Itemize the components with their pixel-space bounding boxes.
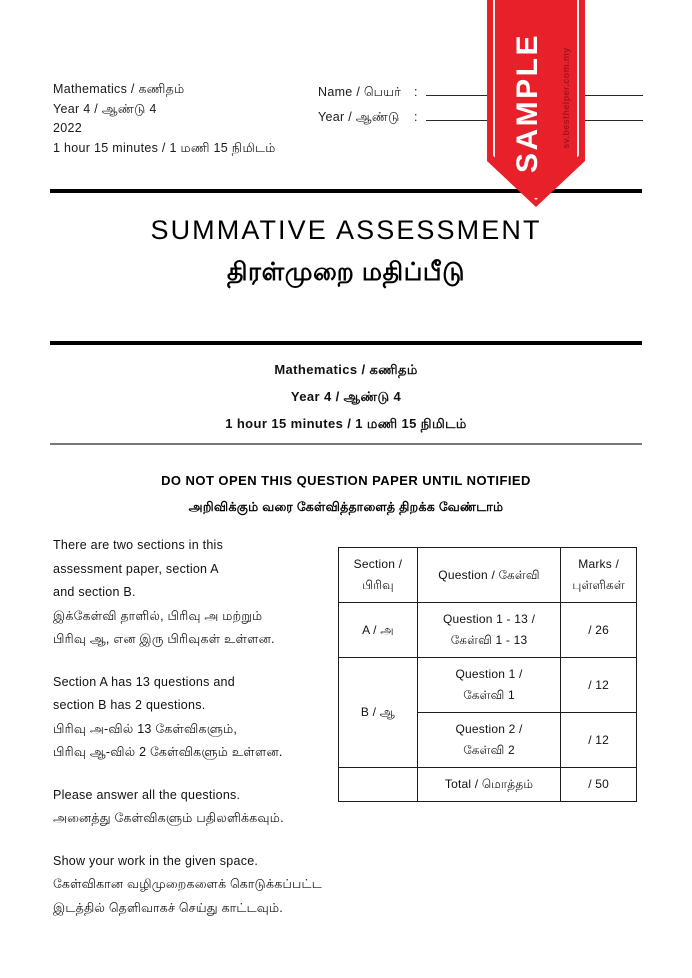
sample-ribbon-watermark-url: sv.besthelper.com.my: [561, 46, 571, 149]
header-cell-section: [339, 548, 418, 603]
subject-summary-year: Year 4 / ஆண்டு 4: [290, 389, 402, 404]
candidate-fields: [318, 80, 643, 130]
cell-question-b1-english: Question 1 /: [455, 667, 523, 681]
year-field-row: [318, 105, 643, 130]
instruction-line: அனைத்து கேள்விகளும் பதிலளிக்கவும்.: [53, 811, 284, 825]
cell-marks-b2[interactable]: / 12: [561, 713, 637, 768]
cell-marks-a[interactable]: / 26: [561, 603, 637, 658]
cell-total-marks[interactable]: / 50: [561, 768, 637, 802]
instruction-line: section B has 2 questions.: [53, 698, 206, 712]
header-section-english: Section /: [353, 557, 403, 571]
header-section-tamil: பிரிவு: [362, 578, 394, 592]
meta-line-year: Year 4 / ஆண்டு 4: [53, 101, 157, 116]
cell-question-a-english: Question 1 - 13 /: [442, 612, 536, 626]
instruction-line: இக்கேள்வி தாளில், பிரிவு அ மற்றும்: [53, 608, 263, 623]
instruction-line: Section A has 13 questions and: [53, 674, 235, 689]
name-field-colon: :: [414, 85, 418, 99]
instruction-line: பிரிவு ஆ-வில் 2 கேள்விகளும் உள்ளன.: [53, 745, 283, 759]
table-row: [339, 603, 637, 658]
page-title: [0, 215, 692, 290]
cell-total-section-empty: [339, 768, 418, 802]
subject-summary-subject: Mathematics / கணிதம்: [274, 362, 418, 377]
sample-ribbon: [487, 0, 585, 207]
table-row: [339, 658, 637, 713]
meta-line-session-year: 2022: [53, 121, 83, 135]
instruction-paragraph: [53, 784, 318, 831]
notice-tamil: அறிவிக்கும் வரை கேள்வித்தாளைத் திறக்க வேண்டாம்: [188, 500, 504, 514]
cell-question-b1-tamil: கேள்வி 1: [463, 688, 515, 702]
instruction-line: பிரிவு அ-வில் 13 கேள்விகளும்,: [53, 721, 238, 736]
page-title-english: SUMMATIVE ASSESSMENT: [150, 215, 542, 245]
instruction-line: Please answer all the questions.: [53, 787, 241, 802]
marks-table-container: [338, 547, 637, 802]
cell-question-a-tamil: கேள்வி 1 - 13: [450, 633, 528, 647]
name-field-label: Name / பெயர்: [318, 85, 402, 99]
cell-question-b1: [417, 658, 560, 713]
divider-rule-title: [50, 341, 642, 345]
header-cell-marks: [561, 548, 637, 603]
cell-total-label: Total / மொத்தம்: [417, 768, 560, 802]
instructions-block: [53, 534, 322, 920]
name-field-row: [318, 80, 643, 105]
instruction-line: Show your work in the given space.: [53, 853, 259, 868]
notice-english: DO NOT OPEN THIS QUESTION PAPER UNTIL NOTIFIED: [161, 473, 531, 488]
table-total-row: [339, 768, 637, 802]
subject-summary-block: [0, 356, 692, 437]
cell-question-b2: [417, 713, 560, 768]
header-marks-tamil: புள்ளிகள்: [572, 578, 625, 592]
cell-section-a: A / அ: [339, 603, 418, 658]
meta-line-subject: Mathematics / கணிதம்: [53, 82, 185, 96]
page-title-tamil: திரள்முறை மதிப்பீடு: [226, 258, 466, 286]
year-field-label: Year / ஆண்டு: [318, 110, 400, 124]
cell-section-b: B / ஆ: [339, 658, 418, 768]
instruction-line: இடத்தில் தெளிவாகச் செய்து காட்டவும்.: [53, 900, 284, 915]
divider-rule-subject: [50, 443, 642, 445]
paper-meta-left: [53, 80, 276, 158]
instruction-line: assessment paper, section A: [53, 561, 219, 576]
header-marks-english: Marks /: [578, 557, 619, 571]
instruction-line: கேள்விகான வழிமுறைகளைக் கொடுக்கப்பட்ட: [53, 877, 322, 891]
cell-question-a: [417, 603, 560, 658]
cell-question-b2-tamil: கேள்வி 2: [463, 743, 515, 757]
sample-ribbon-label: SAMPLE: [511, 32, 544, 173]
year-field-colon: :: [414, 110, 418, 124]
instruction-line: There are two sections in this: [53, 538, 224, 552]
table-header-row: [339, 548, 637, 603]
instruction-line: and section B.: [53, 585, 136, 599]
notice-block: [0, 473, 692, 516]
instruction-paragraph: [53, 534, 318, 652]
cell-question-b2-english: Question 2 /: [455, 722, 523, 736]
meta-line-duration: 1 hour 15 minutes / 1 மணி 15 நிமிடம்: [53, 140, 276, 155]
marks-table: [338, 547, 637, 802]
instruction-paragraph: [53, 850, 322, 921]
subject-summary-duration: 1 hour 15 minutes / 1 மணி 15 நிமிடம்: [225, 416, 467, 431]
header-cell-question: Question / கேள்வி: [417, 548, 560, 603]
instruction-line: பிரிவு ஆ, என இரு பிரிவுகள் உள்ளன.: [53, 632, 275, 646]
instruction-paragraph: [53, 671, 318, 765]
cell-marks-b1[interactable]: / 12: [561, 658, 637, 713]
